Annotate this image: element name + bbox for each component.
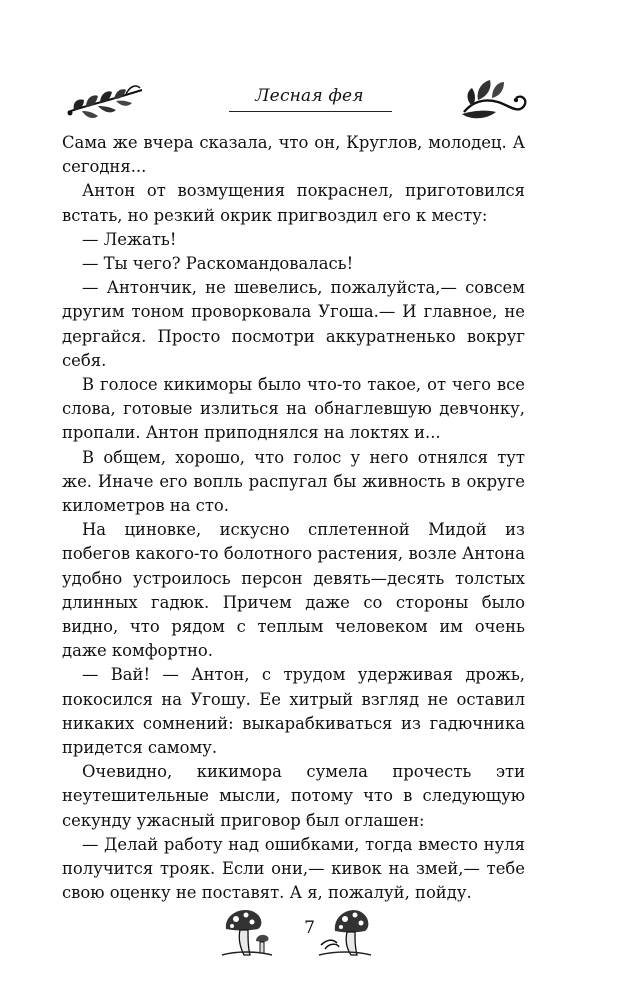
paragraph: Антон от возмущения покраснел, приготовился встать, но резкий окрик пригвоздил его к месту: — [62, 181, 525, 225]
paragraph: Сама же вчера сказала, что он, Круглов, молодец. А сегодня... — [62, 133, 525, 177]
paragraph: — Ты чего? Раскомандовалась! — [82, 254, 354, 274]
page-number: 7 — [304, 918, 315, 938]
title-rule — [229, 111, 392, 112]
paragraph: — Лежать! — [82, 229, 177, 249]
paragraph: — Делай работу над ошибками, тогда вместо нуля получится трояк. Если они,— кивок на змей,— тебе свою оценку не поставят. А я, пожалуй, пойду. — [62, 834, 525, 903]
mushroom-icon — [317, 905, 373, 959]
page-footer — [0, 905, 619, 965]
paragraph: На циновке, искусно сплетенной Мидой из побегов какого-то болотного растения, возле Антона удобно устроилось персон девять—десять толстых длинных гадюк. Причем даже со стороны было видно, что рядом с теплым человеком им очень даже комфортно. — [62, 520, 525, 661]
swirl-flourish-icon — [458, 76, 530, 124]
running-title: Лесная фея — [255, 86, 364, 106]
running-head — [0, 82, 619, 118]
paragraph: — Антончик, не шевелись, пожалуйста,— совсем другим тоном проворковала Угоша.— И главное, не дергайся. Просто посмотри аккуратненько вокруг себя. — [62, 278, 525, 370]
paragraph: В общем, хорошо, что голос у него отнялся тут же. Иначе его вопль распугал бы живность в округе километров на сто. — [62, 447, 525, 516]
paragraph: Очевидно, кикимора сумела прочесть эти неутешительные мысли, потому что в следующую секунду ужасный приговор был оглашен: — [62, 762, 525, 830]
paragraph: — Вай! — Антон, с трудом удерживая дрожь, покосился на Угошу. Ее хитрый взгляд не оставил никаких сомнений: выкарабкиваться из гадючника придется самому. — [62, 665, 525, 758]
paragraph: В голосе кикиморы было что-то такое, от чего все слова, готовые излиться на обнаглевшую девчонку, пропали. Антон приподнялся на локтях и... — [62, 375, 525, 443]
body-text — [62, 131, 525, 906]
